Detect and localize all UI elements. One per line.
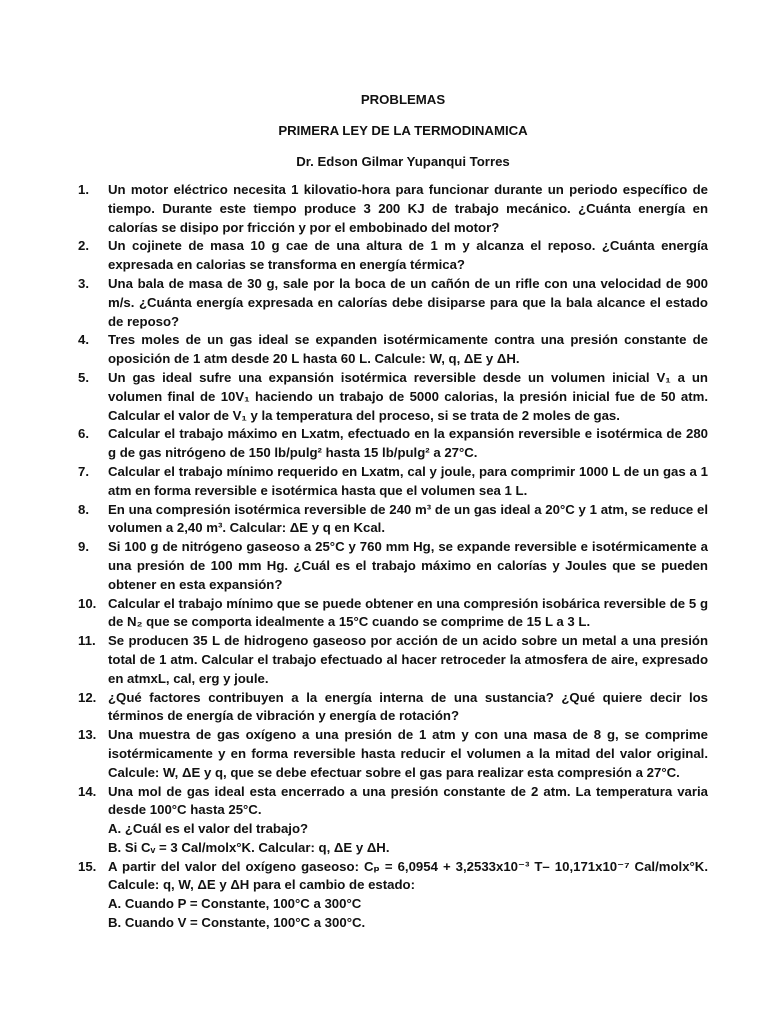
- problem-list: [78, 181, 708, 933]
- problem-text: Tres moles de un gas ideal se expanden isotérmicamente contra una presión constante de oposición de 1 atm desde 20 L hasta 60 L. Calcule: W, q, ΔE y ΔH.: [108, 332, 708, 367]
- problem-number: 6.: [78, 426, 89, 442]
- problem-text: Una muestra de gas oxígeno a una presión de 1 atm y con una masa de 8 g, se comprime isotérmicamente y en forma reversible hasta reducir el volumen a la mitad del valor original. Calcule: W, ΔE y q, que se debe efectuar sobre el gas para realizar esta compresión a 27°C.: [108, 727, 708, 780]
- problem-number: 5.: [78, 369, 89, 385]
- problem-item: [78, 632, 708, 688]
- problem-item: [78, 331, 708, 369]
- problem-subpart-a: A. ¿Cuál es el valor del trabajo?: [108, 821, 309, 837]
- problem-number: 8.: [78, 501, 89, 517]
- problem-number: 9.: [78, 539, 89, 555]
- problem-text: Un gas ideal sufre una expansión isotérmica reversible desde un volumen inicial V₁ a un volumen final de 10V₁ haciendo un trabajo de 5000 calorias, la presión inicial fue de 50 atm. Calcular el valor de V₁ y la temperatura del proceso, si se trata de 2 moles de gas.: [108, 369, 708, 423]
- problem-subpart-a: A. Cuando P = Constante, 100°C a 300°C: [108, 896, 362, 912]
- problem-number: 4.: [78, 332, 89, 348]
- problem-item: [78, 726, 708, 782]
- problem-item: [78, 275, 708, 331]
- problem-text: Calcular el trabajo mínimo que se puede obtener en una compresión isobárica reversible de 5 g de N₂ que se comporta idealmente a 15°C cuando se comprime de 15 L a 3 L.: [108, 595, 708, 630]
- problem-number: 14.: [78, 783, 97, 799]
- problem-item: [78, 181, 708, 237]
- document-title: PROBLEMAS: [360, 92, 446, 107]
- problem-text: Calcular el trabajo máximo en Lxatm, efectuado en la expansión reversible e isotérmica de 280 g de gas nitrógeno de 150 lb/pulg² hasta 15 lb/pulg² a 27°C.: [108, 426, 708, 461]
- problem-subpart-b: B. Si Cᵥ = 3 Cal/molx°K. Calcular: q, ΔE y ΔH.: [108, 839, 390, 855]
- problem-number: 13.: [78, 727, 97, 743]
- problem-text: Un cojinete de masa 10 g cae de una altura de 1 m y alcanza el reposo. ¿Cuánta energía expresada en calorias se transforma en energía térmica?: [108, 238, 708, 273]
- problem-text: A partir del valor del oxígeno gaseoso: Cₚ = 6,0954 + 3,2533x10⁻³ T– 10,171x10⁻⁷ Cal/molx°K. Calcule: q, W, ΔE y ΔH para el cambio de estado:: [108, 858, 708, 893]
- problem-number: 1.: [78, 182, 89, 197]
- problem-item: [78, 858, 708, 933]
- problem-item: [78, 538, 708, 594]
- problem-item: [78, 369, 708, 425]
- problem-item: [78, 501, 708, 539]
- problem-text: Calcular el trabajo mínimo requerido en Lxatm, cal y joule, para comprimir 1000 L de un gas a 1 atm en forma reversible e isotérmica hasta que el volumen sea 1 L.: [108, 463, 708, 498]
- problem-item: [78, 425, 708, 463]
- problem-number: 12.: [78, 689, 97, 705]
- problem-text: Si 100 g de nitrógeno gaseoso a 25°C y 760 mm Hg, se expande reversible e isotérmicamente a una presión de 100 mm Hg. ¿Cuál es el trabajo máximo en calorías y Joules que se pueden obtener en esta expansión?: [108, 539, 708, 592]
- problem-item: [78, 237, 708, 275]
- problem-item: [78, 463, 708, 501]
- problem-number: 2.: [78, 238, 89, 254]
- problem-text: Un motor eléctrico necesita 1 kilovatio-hora para funcionar durante un periodo específico de tiempo. Durante este tiempo produce 3 200 KJ de trabajo mecánico. ¿Cuánta energía en calorías se disipo por fricción y por el embobinado del motor?: [108, 182, 708, 235]
- problem-text: ¿Qué factores contribuyen a la energía interna de una sustancia? ¿Qué quiere decir los términos de energía de vibración y energía de rotación?: [108, 689, 708, 724]
- problem-text: Se producen 35 L de hidrogeno gaseoso por acción de un acido sobre un metal a una presión total de 1 atm. Calcular el trabajo efectuado al hacer retroceder la atmosfera de aire, expresado en atmxL, cal, erg y joule.: [108, 633, 708, 686]
- problem-text: Una mol de gas ideal esta encerrado a una presión constante de 2 atm. La temperatura varia desde 100°C hasta 25°C.: [108, 783, 708, 818]
- document-subtitle: PRIMERA LEY DE LA TERMODINAMICA: [278, 123, 528, 138]
- problem-item: [78, 689, 708, 727]
- problem-number: 3.: [78, 275, 89, 291]
- problem-item: [78, 783, 708, 858]
- problem-number: 15.: [78, 858, 97, 874]
- problem-text: Una bala de masa de 30 g, sale por la boca de un cañón de un rifle con una velocidad de 900 m/s. ¿Cuánta energía expresada en calorías debe disiparse para que la bala alcance el estado de reposo?: [108, 275, 708, 329]
- problem-number: 10.: [78, 595, 97, 611]
- problem-subpart-b: B. Cuando V = Constante, 100°C a 300°C.: [108, 915, 366, 931]
- problem-item: [78, 595, 708, 633]
- problem-number: 11.: [78, 633, 96, 649]
- problem-number: 7.: [78, 463, 89, 479]
- problem-text: En una compresión isotérmica reversible de 240 m³ de un gas ideal a 20°C y 1 atm, se reduce el volumen a 2,40 m³. Calcular: ΔE y q en Kcal.: [108, 501, 708, 536]
- document-author: Dr. Edson Gilmar Yupanqui Torres: [296, 154, 510, 169]
